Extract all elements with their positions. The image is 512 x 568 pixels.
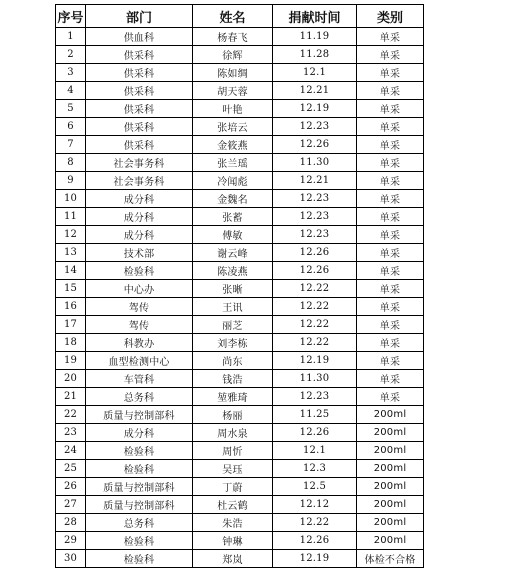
department-cell: 社会事务科: [86, 154, 193, 172]
serial-number-cell: 5: [56, 100, 86, 118]
name-cell: 杨丽: [193, 406, 273, 424]
serial-number-cell: 24: [56, 442, 86, 460]
category-cell: 200ml: [357, 496, 424, 514]
table-row: [56, 46, 424, 64]
category-cell: 单采: [357, 244, 424, 262]
donation-date-cell: 12.26: [273, 262, 357, 280]
department-cell: 驾传: [86, 298, 193, 316]
table-row: [56, 478, 424, 496]
department-cell: 供采科: [86, 46, 193, 64]
table-row: [56, 388, 424, 406]
name-cell: 刘李栋: [193, 334, 273, 352]
donation-date-cell: 12.23: [273, 388, 357, 406]
name-cell: 冷闻彪: [193, 172, 273, 190]
department-cell: 总务科: [86, 388, 193, 406]
category-cell: 单采: [357, 226, 424, 244]
serial-number-cell: 27: [56, 496, 86, 514]
department-cell: 质量与控制部科: [86, 496, 193, 514]
category-cell: 200ml: [357, 460, 424, 478]
donation-date-cell: 12.21: [273, 82, 357, 100]
serial-number-cell: 7: [56, 136, 86, 154]
name-cell: 郑岚: [193, 550, 273, 568]
category-cell: 单采: [357, 82, 424, 100]
table-row: [56, 172, 424, 190]
serial-number-cell: 28: [56, 514, 86, 532]
donor-table: [55, 4, 424, 568]
serial-number-cell: 13: [56, 244, 86, 262]
serial-number-cell: 6: [56, 118, 86, 136]
name-cell: 徐辉: [193, 46, 273, 64]
category-cell: 单采: [357, 46, 424, 64]
category-cell: 单采: [357, 280, 424, 298]
donation-date-cell: 12.1: [273, 64, 357, 82]
department-cell: 成分科: [86, 226, 193, 244]
donation-date-cell: 12.23: [273, 118, 357, 136]
category-cell: 200ml: [357, 514, 424, 532]
category-cell: 单采: [357, 208, 424, 226]
serial-number-cell: 29: [56, 532, 86, 550]
name-cell: 周水泉: [193, 424, 273, 442]
category-cell: 200ml: [357, 442, 424, 460]
table-row: [56, 262, 424, 280]
serial-number-cell: 14: [56, 262, 86, 280]
category-cell: 单采: [357, 316, 424, 334]
header-serial-number: 序号: [56, 5, 86, 28]
table-row: [56, 334, 424, 352]
donation-date-cell: 12.26: [273, 532, 357, 550]
donation-date-cell: 12.23: [273, 190, 357, 208]
category-cell: 单采: [357, 28, 424, 46]
table-row: [56, 532, 424, 550]
header-department: 部门: [86, 5, 193, 28]
table-row: [56, 226, 424, 244]
table-row: [56, 550, 424, 568]
name-cell: 丁蔚: [193, 478, 273, 496]
table-row: [56, 118, 424, 136]
serial-number-cell: 8: [56, 154, 86, 172]
name-cell: 金魏名: [193, 190, 273, 208]
serial-number-cell: 1: [56, 28, 86, 46]
category-cell: 单采: [357, 154, 424, 172]
department-cell: 检验科: [86, 550, 193, 568]
department-cell: 供采科: [86, 82, 193, 100]
table-row: [56, 28, 424, 46]
table-row: [56, 244, 424, 262]
table-row: [56, 100, 424, 118]
name-cell: 金筱燕: [193, 136, 273, 154]
table-row: [56, 208, 424, 226]
category-cell: 200ml: [357, 478, 424, 496]
category-cell: 单采: [357, 370, 424, 388]
table-row: [56, 64, 424, 82]
donation-date-cell: 12.23: [273, 226, 357, 244]
donation-date-cell: 12.23: [273, 208, 357, 226]
category-cell: 200ml: [357, 532, 424, 550]
donation-date-cell: 12.21: [273, 172, 357, 190]
category-cell: 单采: [357, 136, 424, 154]
table-row: [56, 496, 424, 514]
department-cell: 成分科: [86, 190, 193, 208]
table-row: [56, 280, 424, 298]
serial-number-cell: 25: [56, 460, 86, 478]
category-cell: 单采: [357, 64, 424, 82]
name-cell: 朱浩: [193, 514, 273, 532]
table-row: [56, 190, 424, 208]
serial-number-cell: 26: [56, 478, 86, 496]
department-cell: 成分科: [86, 424, 193, 442]
department-cell: 供采科: [86, 118, 193, 136]
department-cell: 车管科: [86, 370, 193, 388]
name-cell: 钟琳: [193, 532, 273, 550]
header-donation-date: 捐献时间: [273, 5, 357, 28]
department-cell: 检验科: [86, 532, 193, 550]
donation-date-cell: 12.26: [273, 244, 357, 262]
donation-date-cell: 12.19: [273, 550, 357, 568]
donation-date-cell: 12.26: [273, 136, 357, 154]
serial-number-cell: 11: [56, 208, 86, 226]
serial-number-cell: 20: [56, 370, 86, 388]
name-cell: 周忻: [193, 442, 273, 460]
department-cell: 检验科: [86, 442, 193, 460]
category-cell: 单采: [357, 262, 424, 280]
donation-date-cell: 12.26: [273, 424, 357, 442]
table-row: [56, 370, 424, 388]
name-cell: 叶艳: [193, 100, 273, 118]
department-cell: 总务科: [86, 514, 193, 532]
header-category: 类别: [357, 5, 424, 28]
department-cell: 血型检测中心: [86, 352, 193, 370]
donation-date-cell: 12.12: [273, 496, 357, 514]
category-cell: 单采: [357, 334, 424, 352]
name-cell: 丽芝: [193, 316, 273, 334]
serial-number-cell: 17: [56, 316, 86, 334]
department-cell: 质量与控制部科: [86, 406, 193, 424]
table-row: [56, 424, 424, 442]
category-cell: 单采: [357, 352, 424, 370]
donation-date-cell: 12.22: [273, 316, 357, 334]
table-row: [56, 352, 424, 370]
donation-date-cell: 11.30: [273, 370, 357, 388]
name-cell: 陈凌燕: [193, 262, 273, 280]
department-cell: 检验科: [86, 460, 193, 478]
header-row: [56, 5, 424, 28]
table-header: [56, 5, 424, 28]
serial-number-cell: 2: [56, 46, 86, 64]
department-cell: 技术部: [86, 244, 193, 262]
name-cell: 张兰瑶: [193, 154, 273, 172]
donation-date-cell: 12.19: [273, 100, 357, 118]
category-cell: 单采: [357, 190, 424, 208]
table-row: [56, 82, 424, 100]
table-row: [56, 406, 424, 424]
category-cell: 单采: [357, 100, 424, 118]
table-row: [56, 136, 424, 154]
name-cell: 杜云鹤: [193, 496, 273, 514]
table-row: [56, 514, 424, 532]
department-cell: 供采科: [86, 136, 193, 154]
donation-date-cell: 12.22: [273, 334, 357, 352]
donation-date-cell: 11.30: [273, 154, 357, 172]
category-cell: 单采: [357, 298, 424, 316]
name-cell: 张培云: [193, 118, 273, 136]
serial-number-cell: 9: [56, 172, 86, 190]
serial-number-cell: 4: [56, 82, 86, 100]
table-row: [56, 316, 424, 334]
name-cell: 张晰: [193, 280, 273, 298]
donation-date-cell: 12.22: [273, 514, 357, 532]
department-cell: 检验科: [86, 262, 193, 280]
department-cell: 社会事务科: [86, 172, 193, 190]
department-cell: 中心办: [86, 280, 193, 298]
header-name: 姓名: [193, 5, 273, 28]
table-row: [56, 460, 424, 478]
department-cell: 科教办: [86, 334, 193, 352]
department-cell: 供血科: [86, 28, 193, 46]
department-cell: 供采科: [86, 100, 193, 118]
name-cell: 胡天蓉: [193, 82, 273, 100]
table-row: [56, 298, 424, 316]
serial-number-cell: 30: [56, 550, 86, 568]
table-row: [56, 442, 424, 460]
name-cell: 谢云峰: [193, 244, 273, 262]
table-body: [56, 28, 424, 568]
name-cell: 傅敏: [193, 226, 273, 244]
serial-number-cell: 23: [56, 424, 86, 442]
name-cell: 陈如绸: [193, 64, 273, 82]
donation-date-cell: 11.19: [273, 28, 357, 46]
department-cell: 驾传: [86, 316, 193, 334]
category-cell: 单采: [357, 388, 424, 406]
name-cell: 杨春飞: [193, 28, 273, 46]
name-cell: 尚东: [193, 352, 273, 370]
serial-number-cell: 16: [56, 298, 86, 316]
table-row: [56, 154, 424, 172]
serial-number-cell: 21: [56, 388, 86, 406]
serial-number-cell: 19: [56, 352, 86, 370]
category-cell: 200ml: [357, 406, 424, 424]
department-cell: 质量与控制部科: [86, 478, 193, 496]
name-cell: 王讯: [193, 298, 273, 316]
name-cell: 堃雅琦: [193, 388, 273, 406]
donation-date-cell: 12.19: [273, 352, 357, 370]
donation-date-cell: 12.22: [273, 280, 357, 298]
donation-date-cell: 12.5: [273, 478, 357, 496]
category-cell: 200ml: [357, 424, 424, 442]
donation-date-cell: 11.28: [273, 46, 357, 64]
donation-date-cell: 12.3: [273, 460, 357, 478]
serial-number-cell: 22: [56, 406, 86, 424]
donation-date-cell: 12.1: [273, 442, 357, 460]
donation-date-cell: 12.22: [273, 298, 357, 316]
name-cell: 钱浩: [193, 370, 273, 388]
serial-number-cell: 15: [56, 280, 86, 298]
category-cell: 单采: [357, 172, 424, 190]
name-cell: 吴珏: [193, 460, 273, 478]
donation-date-cell: 11.25: [273, 406, 357, 424]
department-cell: 供采科: [86, 64, 193, 82]
serial-number-cell: 18: [56, 334, 86, 352]
category-cell: 单采: [357, 118, 424, 136]
serial-number-cell: 3: [56, 64, 86, 82]
department-cell: 成分科: [86, 208, 193, 226]
serial-number-cell: 10: [56, 190, 86, 208]
serial-number-cell: 12: [56, 226, 86, 244]
name-cell: 张蓄: [193, 208, 273, 226]
category-cell: 体检不合格: [357, 550, 424, 568]
